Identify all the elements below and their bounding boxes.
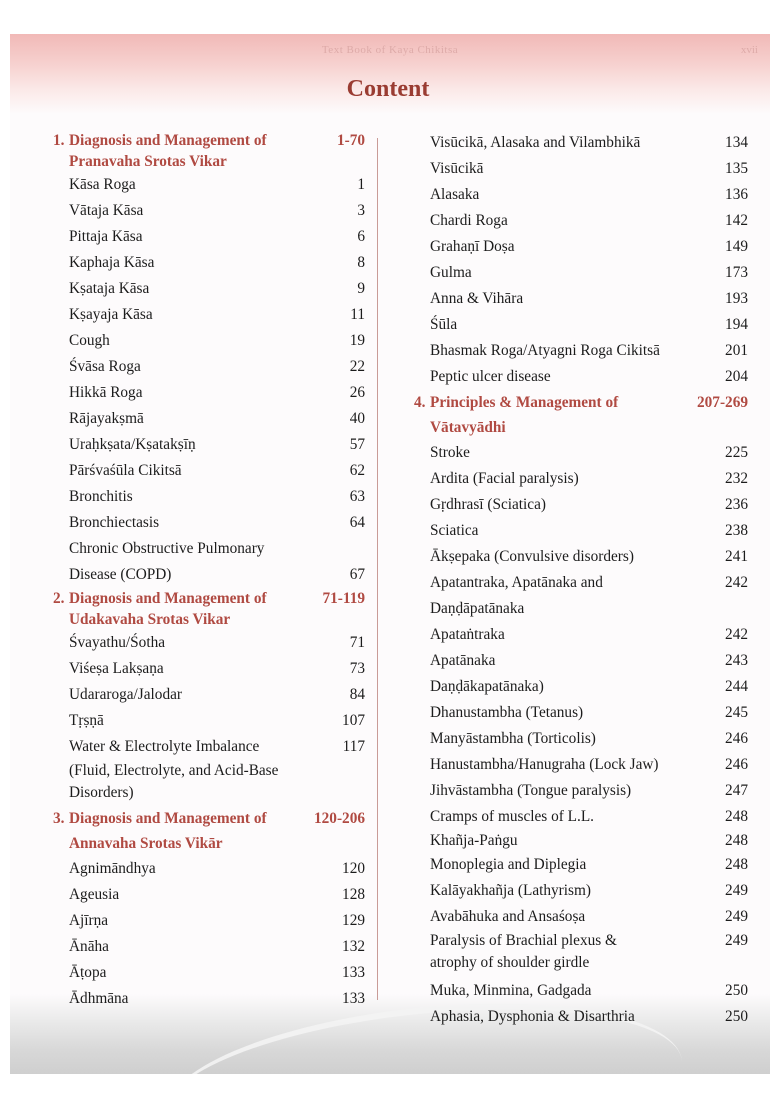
entry-label: Viśeṣa Lakṣaṇa [69, 660, 164, 677]
entry-page: 250 [725, 982, 748, 999]
toc-entry[interactable] [53, 682, 365, 708]
entry-page: 40 [349, 410, 365, 427]
toc-entry[interactable] [430, 700, 748, 726]
entry-label: Chardi Roga [430, 212, 508, 229]
toc-entry[interactable] [53, 562, 365, 588]
entry-label: Khañja-Paṅgu [430, 832, 518, 849]
entry-page: 173 [725, 264, 748, 281]
toc-entry[interactable] [430, 596, 748, 622]
entry-label: Kṣataja Kāsa [69, 280, 150, 297]
toc-entry[interactable] [430, 622, 748, 648]
entry-label: Ageusia [69, 886, 120, 903]
entry-label: Kalāyakhañja (Lathyrism) [430, 882, 591, 899]
entry-page: 225 [725, 444, 748, 461]
toc-entry[interactable] [430, 338, 748, 364]
entry-page: 11 [350, 306, 365, 323]
column-divider [377, 138, 378, 1000]
toc-entry[interactable] [430, 234, 748, 260]
toc-entry[interactable] [430, 518, 748, 544]
entry-page: 232 [725, 470, 748, 487]
entry-label: Muka, Minmina, Gadgada [430, 982, 592, 999]
entry-label: Avabāhuka and Ansaśoṣa [430, 908, 586, 925]
entry-page: 242 [725, 574, 748, 591]
entry-label: Aphasia, Dysphonia & Disarthria [430, 1008, 635, 1025]
entry-page: 1 [357, 176, 365, 193]
entry-label: (Fluid, Electrolyte, and Acid-Base [69, 762, 279, 779]
entry-page: 244 [725, 678, 748, 695]
toc-entry[interactable] [430, 930, 748, 952]
toc-entry[interactable] [53, 510, 365, 536]
toc-entry[interactable] [430, 1004, 748, 1030]
toc-entry[interactable] [430, 648, 748, 674]
entry-label: Śvāsa Roga [69, 358, 141, 375]
toc-entry[interactable] [53, 934, 365, 960]
entry-page: 64 [349, 514, 365, 531]
toc-entry[interactable] [430, 208, 748, 234]
toc-entry[interactable] [430, 182, 748, 208]
section-title-line2: Annavaha Srotas Vikār [69, 835, 223, 852]
toc-entry[interactable] [430, 752, 748, 778]
entry-label: Bhasmak Roga/Atyagni Roga Cikitsā [430, 342, 660, 359]
toc-entry[interactable] [53, 908, 365, 934]
entry-label: Vātaja Kāsa [69, 202, 144, 219]
entry-page: 135 [725, 160, 748, 177]
toc-entry[interactable] [53, 276, 365, 302]
entry-label: Kāsa Roga [69, 176, 136, 193]
entry-label: Ākṣepaka (Convulsive disorders) [430, 548, 634, 565]
entry-page: 249 [725, 882, 748, 899]
entry-page: 63 [349, 488, 365, 505]
entry-page: 246 [725, 756, 748, 773]
toc-entry[interactable] [430, 674, 748, 700]
toc-entry[interactable] [430, 570, 748, 596]
toc-entry[interactable] [430, 364, 748, 390]
entry-page: 193 [725, 290, 748, 307]
toc-entry[interactable] [53, 458, 365, 484]
entry-page: 201 [725, 342, 748, 359]
entry-label: Visūcikā [430, 160, 484, 177]
entry-label: Āṭopa [69, 964, 107, 981]
entry-page: 194 [725, 316, 748, 333]
entry-label: Kaphaja Kāsa [69, 254, 155, 271]
entry-page: 6 [357, 228, 365, 245]
toc-entry[interactable] [53, 960, 365, 986]
entry-page: 248 [725, 832, 748, 849]
entry-page: 236 [725, 496, 748, 513]
toc-entry[interactable] [430, 878, 748, 904]
toc-entry[interactable] [53, 224, 365, 250]
toc-entry[interactable] [430, 312, 748, 338]
toc-entry[interactable] [53, 734, 365, 760]
section-title-line1: Diagnosis and Management of [69, 810, 267, 827]
toc-entry[interactable] [53, 432, 365, 458]
entry-label: Tṛṣṇā [69, 712, 104, 729]
entry-page: 8 [357, 254, 365, 271]
entry-label: Jihvāstambha (Tongue paralysis) [430, 782, 632, 799]
section-title-line2: Udakavaha Srotas Vikar [69, 611, 231, 628]
entry-page: 249 [725, 932, 748, 949]
section-title-line1: Principles & Management of [430, 394, 619, 411]
toc-entry[interactable] [53, 328, 365, 354]
entry-page: 246 [725, 730, 748, 747]
entry-label: atrophy of shoulder girdle [430, 954, 590, 971]
entry-label: Cough [69, 332, 110, 349]
entry-label: Monoplegia and Diplegia [430, 856, 587, 873]
entry-page: 22 [349, 358, 365, 375]
entry-page: 142 [725, 212, 748, 229]
entry-page: 9 [357, 280, 365, 297]
entry-label: Water & Electrolyte Imbalance [69, 738, 260, 755]
entry-label: Hikkā Roga [69, 384, 143, 401]
entry-label: Pārśvaśūla Cikitsā [69, 462, 182, 479]
toc-entry[interactable] [430, 544, 748, 570]
entry-label: Disease (COPD) [69, 566, 172, 583]
toc-entry[interactable] [430, 830, 748, 852]
entry-label: Cramps of muscles of L.L. [430, 808, 594, 825]
entry-label: Uraḥkṣata/Kṣatakṣīṇ [69, 436, 196, 453]
entry-label: Apatantraka, Apatānaka and [430, 574, 603, 591]
left-column [53, 130, 365, 1012]
section-title-line1: Diagnosis and Management of [69, 132, 267, 149]
entry-page: 84 [349, 686, 365, 703]
entry-label: Ajīrṇa [69, 912, 109, 929]
toc-entry[interactable] [53, 406, 365, 432]
toc-entry[interactable] [430, 852, 748, 878]
entry-label: Gulma [430, 264, 472, 281]
entry-page: 128 [342, 886, 365, 903]
entry-page: 71 [349, 634, 365, 651]
toc-entry[interactable] [430, 286, 748, 312]
toc-entry[interactable] [53, 484, 365, 510]
entry-label: Apataṅtraka [430, 626, 505, 643]
book-page [10, 34, 770, 1074]
toc-entry[interactable] [53, 782, 365, 806]
entry-page: 242 [725, 626, 748, 643]
section-number: 3. [53, 810, 65, 827]
entry-label: Hanustambha/Hanugraha (Lock Jaw) [430, 756, 659, 773]
entry-label: Anna & Vihāra [430, 290, 524, 307]
entry-page: 249 [725, 908, 748, 925]
entry-page: 133 [342, 964, 365, 981]
entry-page: 134 [725, 134, 748, 151]
toc-entry[interactable] [430, 978, 748, 1004]
section-number: 2. [53, 590, 65, 607]
entry-label: Agnimāndhya [69, 860, 156, 877]
entry-page: 250 [725, 1008, 748, 1025]
toc-entry[interactable] [430, 492, 748, 518]
section-title-line2: Pranavaha Srotas Vikar [69, 153, 227, 170]
entry-label: Grahaṇī Doṣa [430, 238, 515, 255]
entry-label: Ānāha [69, 938, 109, 955]
toc-entry[interactable] [430, 804, 748, 830]
entry-label: Ādhmāna [69, 990, 129, 1007]
toc-entry[interactable] [430, 466, 748, 492]
toc-entry[interactable] [53, 882, 365, 908]
section-title-line2: Vātavyādhi [430, 419, 506, 436]
entry-page: 248 [725, 856, 748, 873]
toc-entry[interactable] [53, 708, 365, 734]
section-number: 1. [53, 132, 65, 149]
toc-entry[interactable] [53, 250, 365, 276]
toc-entry[interactable] [430, 440, 748, 466]
toc-entry[interactable] [430, 130, 748, 156]
entry-label: Gṛdhrasī (Sciatica) [430, 496, 546, 513]
toc-entry[interactable] [53, 302, 365, 328]
section-page-range: 1-70 [336, 132, 365, 149]
entry-label: Kṣayaja Kāsa [69, 306, 153, 323]
entry-page: 73 [349, 660, 365, 677]
toc-entry[interactable] [430, 156, 748, 182]
entry-page: 245 [725, 704, 748, 721]
toc-entry[interactable] [53, 656, 365, 682]
section-page-range: 71-119 [322, 590, 365, 607]
entry-label: Dhanustambha (Tetanus) [430, 704, 584, 721]
entry-label: Disorders) [69, 784, 134, 801]
entry-page: 247 [725, 782, 748, 799]
running-head: Text Book of Kaya Chikitsa [321, 44, 459, 56]
section-number: 4. [414, 394, 426, 411]
entry-label: Paralysis of Brachial plexus & [430, 932, 617, 949]
toc-entry[interactable] [430, 778, 748, 804]
toc-entry[interactable] [53, 856, 365, 882]
entry-label: Alasaka [430, 186, 480, 203]
entry-page: 117 [342, 738, 365, 755]
entry-page: 238 [725, 522, 748, 539]
section-page-range: 120-206 [314, 810, 365, 827]
entry-page: 107 [342, 712, 365, 729]
entry-label: Sciatica [430, 522, 479, 539]
entry-page: 57 [349, 436, 365, 453]
entry-label: Stroke [430, 444, 470, 461]
entry-label: Peptic ulcer disease [430, 368, 551, 385]
entry-page: 136 [725, 186, 748, 203]
toc-entry[interactable] [430, 904, 748, 930]
toc-entry[interactable] [53, 354, 365, 380]
toc-entry[interactable] [53, 172, 365, 198]
entry-label: Chronic Obstructive Pulmonary [69, 540, 265, 557]
section-heading-1[interactable] [53, 130, 365, 172]
right-column [414, 130, 748, 1030]
entry-page: 149 [725, 238, 748, 255]
entry-label: Bronchiectasis [69, 514, 160, 531]
toc-entry[interactable] [53, 536, 365, 562]
entry-page: 248 [725, 808, 748, 825]
entry-label: Visūcikā, Alasaka and Vilambhikā [430, 134, 641, 151]
entry-page: 26 [349, 384, 365, 401]
section-heading-4[interactable] [414, 390, 748, 440]
entry-page: 132 [342, 938, 365, 955]
entry-label: Pittaja Kāsa [69, 228, 143, 245]
entry-label: Rājayakṣmā [69, 410, 144, 427]
entry-label: Śvayathu/Śotha [69, 634, 166, 651]
entry-label: Udararoga/Jalodar [69, 686, 182, 703]
entry-page: 243 [725, 652, 748, 669]
entry-label: Bronchitis [69, 488, 133, 505]
entry-page: 67 [349, 566, 365, 583]
section-heading-2[interactable] [53, 588, 365, 630]
entry-label: Manyāstambha (Torticolis) [430, 730, 596, 747]
toc-entry[interactable] [430, 952, 748, 978]
entry-page: 241 [725, 548, 748, 565]
entry-label: Daṇḍāpatānaka [430, 600, 525, 617]
page-title: Content [346, 76, 430, 102]
toc-entry[interactable] [53, 986, 365, 1012]
entry-page: 62 [349, 462, 365, 479]
entry-page: 133 [342, 990, 365, 1007]
entry-page: 19 [349, 332, 365, 349]
section-title-line1: Diagnosis and Management of [69, 590, 267, 607]
entry-label: Daṇḍākapatānaka) [430, 678, 544, 695]
section-heading-3[interactable] [53, 806, 365, 856]
toc-entry[interactable] [53, 630, 365, 656]
running-page-number: xvii [740, 44, 758, 56]
entry-label: Apatānaka [430, 652, 496, 669]
entry-page: 120 [342, 860, 365, 877]
toc-entry[interactable] [53, 380, 365, 406]
toc-entry[interactable] [430, 726, 748, 752]
toc-entry[interactable] [53, 198, 365, 224]
toc-entry[interactable] [430, 260, 748, 286]
section-page-range: 207-269 [697, 394, 748, 411]
entry-page: 3 [357, 202, 365, 219]
toc-entry[interactable] [53, 760, 365, 782]
entry-page: 129 [342, 912, 365, 929]
entry-page: 204 [725, 368, 748, 385]
entry-label: Ardita (Facial paralysis) [430, 470, 579, 487]
entry-label: Śūla [430, 316, 458, 333]
